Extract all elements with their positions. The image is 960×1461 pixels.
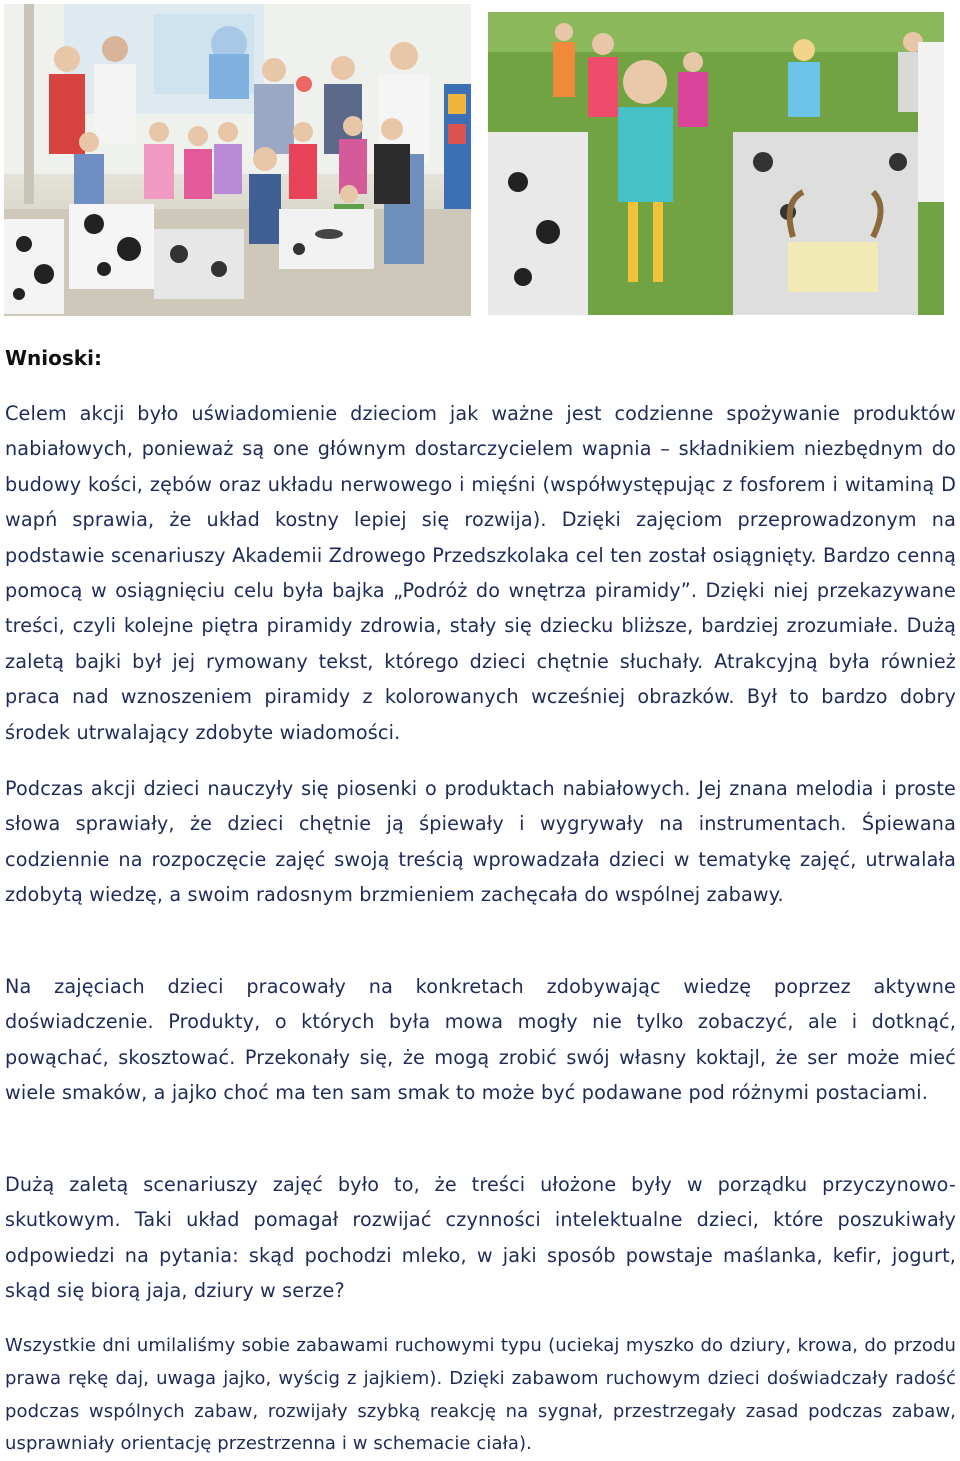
- photo-group-with-cardboard-cows: [4, 4, 471, 316]
- paragraph-song: [5, 771, 956, 913]
- paragraph-text: Celem akcji było uświadomienie dzieciom jak ważne jest codzienne spożywanie produktów nabiałowych, ponieważ są one głównym dostarczycielem wapnia – składnikiem niezbędnym do budowy kości, zębów oraz układu nerwowego i mięśni (współwystępując z fosforem i witaminą D wapń sprawia, że układ kostny lepiej się rozwija). Dzięki zajęciom przeprowadzonym na podstawie scenariuszy Akademii Zdrowego Przedszkolaka cel ten został osiągnięty. Bardzo cenną pomocą w osiągnięciu celu była bajka „Podróż do wnętrza piramidy”. Dzięki niej przekazywane treści, czyli kolejne piętra piramidy zdrowia, stały się dziecku bliższe, bardziej zrozumiałe. Dużą zaletą bajki był jej rymowany tekst, którego dzieci chętnie słuchały. Atrakcyjną była również praca nad wznoszeniem piramidy z kolorowanych wcześniej obrazków. Był to bardzo dobry środek utrwalający zdobyte wiadomości.: [5, 402, 956, 744]
- paragraph-hands-on: [5, 969, 956, 1111]
- paragraph-goal: [5, 396, 956, 750]
- photo-children-outdoors: [488, 12, 944, 315]
- paragraph-movement-games: [5, 1330, 956, 1461]
- paragraph-text: Podczas akcji dzieci nauczyły się piosenki o produktach nabiałowych. Jej znana melodia i proste słowa sprawiały, że dzieci chętnie ją śpiewały i wygrywały na instrumentach. Śpiewana codziennie na rozpoczęcie zajęć swoją treścią wprowadzała dzieci w tematykę zajęć, utrwalała zdobytą wiedzę, a swoim radosnym brzmieniem zachęcała do wspólnej zabawy.: [5, 777, 956, 907]
- paragraph-text: Na zajęciach dzieci pracowały na konkretach zdobywając wiedzę poprzez aktywne doświadczenie. Produkty, o których była mowa mogły nie tylko zobaczyć, ale i dotknąć, powąchać, skosztować. Przekonały się, że mogą zrobić swój własny koktajl, że ser może mieć wiele smaków, a jajko choć ma ten sam smak to może być podawane pod różnymi postaciami.: [5, 975, 956, 1105]
- paragraph-cause-effect: [5, 1167, 956, 1309]
- conclusions-heading: Wnioski:: [5, 346, 102, 370]
- paragraph-text: Wszystkie dni umilaliśmy sobie zabawami ruchowymi typu (uciekaj myszko do dziury, krowa, do przodu prawa rękę daj, uwaga jajko, wyścig z jajkiem). Dzięki zabawom ruchowym dzieci doświadczały radość podczas wspólnych zabaw, rozwijały szybką reakcję na sygnał, przestrzegały zasad podczas zabaw, usprawniały orientację przestrzenna i w schemacie ciała).: [5, 1335, 956, 1455]
- paragraph-text: Dużą zaletą scenariuszy zajęć było to, że treści ułożone były w porządku przyczynowo-skutkowym. Taki układ pomagał rozwijać czynności intelektualne dzieci, które poszukiwały odpowiedzi na pytania: skąd pochodzi mleko, w jaki sposób powstaje maślanka, kefir, jogurt, skąd się biorą jaja, dziury w serze?: [5, 1173, 956, 1303]
